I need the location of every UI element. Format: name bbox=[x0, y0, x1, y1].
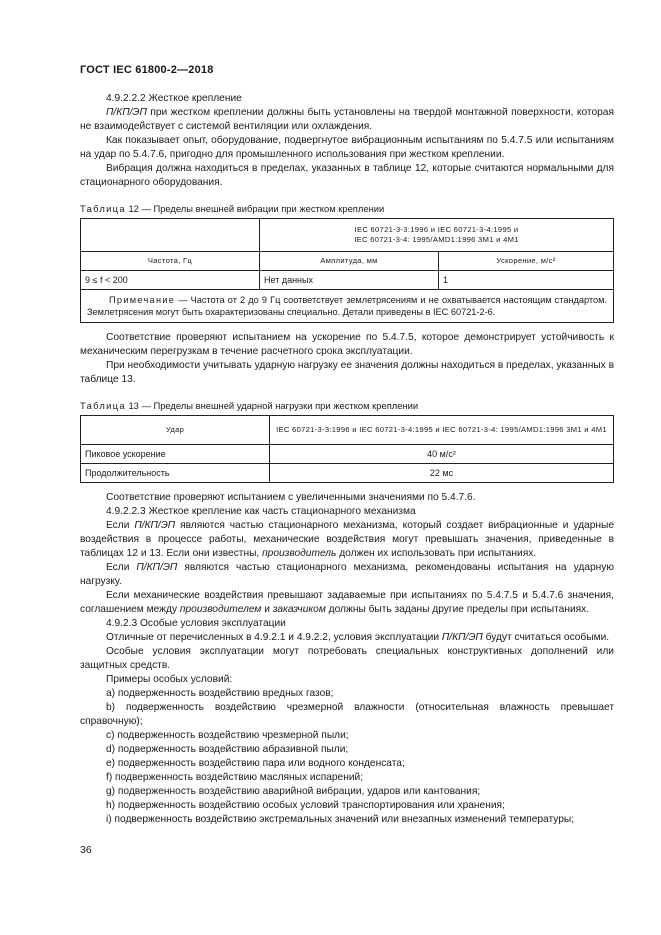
paragraph bbox=[80, 519, 614, 561]
paragraph bbox=[80, 631, 614, 645]
paragraph-text: должны быть заданы другие пределы при испытаниях. bbox=[325, 604, 590, 615]
standards-line-1: IEC 60721-3-3:1996 и IEC 60721-3-4:1995 и bbox=[354, 225, 519, 234]
paragraph: Вибрация должна находиться в пределах, указанных в таблице 12, которые считаются нормальными для стационарного оборудования. bbox=[80, 163, 614, 188]
paragraph: Соответствие проверяют испытанием на ускорение по 5.4.7.5, которое демонстрирует устойчивость к механическим перегрузкам в течение расчетного срока эксплуатации. bbox=[80, 332, 614, 357]
cell-amplitude: Нет данных bbox=[260, 271, 439, 290]
list-item: e) подверженность воздействию пара или водного конденсата; bbox=[106, 758, 405, 769]
table-label: Таблица bbox=[80, 400, 126, 411]
page-number: 36 bbox=[80, 844, 92, 856]
list-item: g) подверженность воздействию аварийной вибрации, ударов или кантования; bbox=[106, 786, 481, 797]
paragraph-text: Если bbox=[106, 562, 137, 573]
col-standards: IEC 60721-3-3:1996 и IEC 60721-3-4:1995 и IEC 60721-3-4: 1995/AMD1:1996 3M1 и 4M1 bbox=[270, 416, 614, 445]
cell-frequency: 9 ≤ f < 200 bbox=[81, 271, 260, 290]
paragraph-text: являются частью стационарного механизма, рекомендованы испытания на ударную нагрузку. bbox=[80, 562, 614, 587]
table-12 bbox=[80, 218, 614, 323]
row-label-peak-acceleration: Пиковое ускорение bbox=[81, 445, 270, 464]
paragraph: Соответствие проверяют испытанием с увеличенными значениями по 5.4.7.6. bbox=[106, 492, 476, 503]
page-content bbox=[80, 92, 614, 827]
table-label: Таблица bbox=[80, 203, 126, 214]
emphasis: П/КП/ЭП bbox=[136, 562, 178, 573]
list-item: a) подверженность воздействию вредных газов; bbox=[106, 688, 334, 699]
table-caption-text: 13 — Пределы внешней ударной нагрузки при жестком креплении bbox=[125, 400, 419, 411]
list-item: b) подверженность воздействию чрезмерной влажности (относительная влажность превышает справочную); bbox=[80, 702, 614, 727]
paragraph-text: должен их использовать при испытаниях. bbox=[336, 548, 537, 559]
list-item: c) подверженность воздействию чрезмерной пыли; bbox=[106, 730, 349, 741]
emphasis: заказчиком bbox=[272, 604, 326, 615]
paragraph-text: Если механические воздействия превышают задаваемые при испытаниях по 5.4.7.5 и 5.4.7.6 значения, соглашением между bbox=[80, 590, 614, 615]
paragraph: Особые условия эксплуатации могут потребовать специальных конструктивных дополнений или защитных средств. bbox=[80, 646, 614, 671]
paragraph-text: и bbox=[261, 604, 273, 615]
table-12-note bbox=[81, 290, 614, 323]
paragraph: Как показывает опыт, оборудование, подвергнутое вибрационным испытаниям по 5.4.7.5 или испытаниям на удар по 5.4.7.6, пригодно для промышленного использования при жестком креплении. bbox=[80, 135, 614, 160]
note-text: — Частота от 2 до 9 Гц соответствует землетрясениям и не охватывается настоящим стандартом. Землетрясения могут быть охарактеризованы специально. Детали приведены в IEC 60721-2-6. bbox=[87, 295, 607, 317]
emphasis: П/КП/ЭП bbox=[441, 632, 483, 643]
emphasis: П/КП/ЭП bbox=[106, 107, 147, 118]
table-13-caption bbox=[80, 399, 614, 412]
list-item: h) подверженность воздействию особых условий транспортирования или хранения; bbox=[106, 800, 505, 811]
paragraph-text: Отличные от перечисленных в 4.9.2.1 и 4.9.2.2, условия эксплуатации bbox=[106, 632, 442, 643]
list-item: f) подверженность воздействию масляных испарений; bbox=[106, 772, 364, 783]
table-caption-text: 12 — Пределы внешней вибрации при жестком креплении bbox=[125, 203, 385, 214]
section-heading-4-9-2-3: 4.9.2.3 Особые условия эксплуатации bbox=[106, 618, 286, 629]
list-item: i) подверженность воздействию экстремальных значений или внезапных изменений температуры; bbox=[106, 814, 575, 825]
paragraph: Примеры особых условий: bbox=[106, 674, 233, 685]
note-label: Примечание bbox=[109, 295, 176, 305]
row-value-duration: 22 мс bbox=[270, 464, 614, 483]
table-standards-header bbox=[260, 219, 614, 252]
paragraph: При необходимости учитывать ударную нагрузку ее значения должны находиться в пределах, указанных в таблице 13. bbox=[80, 360, 614, 385]
row-label-duration: Продолжительность bbox=[81, 464, 270, 483]
col-amplitude: Амплитуда, мм bbox=[260, 252, 439, 271]
paragraph-text: при жестком креплении должны быть установлены на твердой монтажной поверхности, которая не взаимодействует с системой вентиляции или охлаждения. bbox=[80, 107, 614, 132]
paragraph-text: являются частью стационарного механизма, который создает вибрационные и ударные воздействия в процессе работы, механические воздействия могут превышать значения, приведенные в таблицах 12 и 13. Если они известны, bbox=[80, 520, 614, 559]
col-impact: Удар bbox=[81, 416, 270, 445]
table-header-empty bbox=[81, 219, 260, 252]
row-value-peak-acceleration: 40 м/с² bbox=[270, 445, 614, 464]
paragraph bbox=[80, 589, 614, 617]
table-13 bbox=[80, 415, 614, 483]
emphasis: П/КП/ЭП bbox=[134, 520, 176, 531]
paragraph bbox=[80, 561, 614, 589]
document-header: ГОСТ IEC 61800-2—2018 bbox=[80, 64, 214, 76]
emphasis: производителем bbox=[179, 604, 262, 615]
paragraph-text: будут считаться особыми. bbox=[482, 632, 610, 643]
paragraph bbox=[80, 106, 614, 134]
special-conditions-list bbox=[80, 687, 614, 827]
col-acceleration: Ускорение, м/с² bbox=[439, 252, 614, 271]
standards-line-2: IEC 60721-3-4: 1995/AMD1:1996 3M1 и 4M1 bbox=[354, 235, 519, 244]
cell-acceleration: 1 bbox=[439, 271, 614, 290]
section-heading-4-9-2-2-2: 4.9.2.2.2 Жесткое крепление bbox=[106, 93, 242, 104]
list-item: d) подверженность воздействию абразивной пыли; bbox=[106, 744, 349, 755]
paragraph-text: Если bbox=[106, 520, 135, 531]
emphasis: производитель bbox=[262, 548, 337, 559]
section-heading-4-9-2-2-3: 4.9.2.2.3 Жесткое крепление как часть стационарного механизма bbox=[106, 506, 416, 517]
col-frequency: Частота, Гц bbox=[81, 252, 260, 271]
table-12-caption bbox=[80, 202, 614, 215]
